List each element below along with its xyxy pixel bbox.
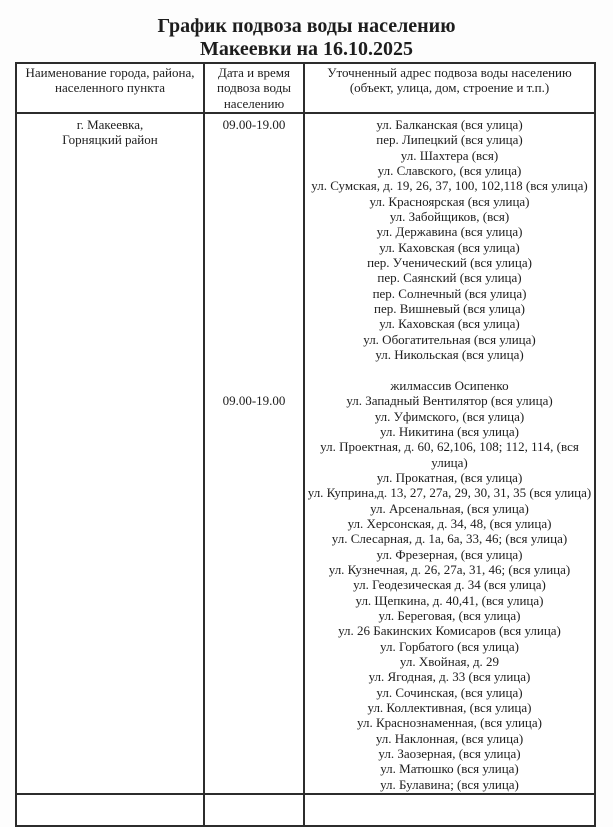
time-value: 09.00-19.00 [222,393,286,409]
table-row-main [17,112,594,793]
address-line: ул. Херсонская, д. 34, 48, (вся улица) [347,515,552,531]
address-line: ул. Славского, (вся улица) [377,163,522,179]
address-line: ул. Забойщиков, (вся) [389,209,510,225]
address-line: ул. Прокатная, (вся улица) [376,469,523,485]
address-line: ул. Фрезерная, (вся улица) [376,546,523,562]
location-line: Горняцкий район [62,132,158,148]
address-line: жилмассив Осипенко [390,377,509,393]
cell-time [203,114,303,793]
address-line: ул. Матюшко (вся улица) [380,761,519,777]
schedule-table [15,62,596,827]
page-title-line-2: Макеевки на 16.10.2025 [199,38,414,60]
address-line: ул. Геодезическая д. 34 (вся улица) [353,577,546,593]
address-line: ул. Куприна,д. 13, 27, 27а, 29, 30, 31, 35 (вся улица) [307,485,592,501]
location-line: г. Макеевка, [76,117,144,132]
address-line: ул. Державина (вся улица) [376,224,523,240]
address-line: ул. Красноярская (вся улица) [369,193,530,209]
header-cell-address: Уточненный адрес подвоза воды населению (объект, улица, дом, строение и т.п.) [303,64,594,112]
address-line: улица) [431,454,468,470]
address-line: ул. Никольская (вся улица) [375,347,524,363]
address-line: ул. Щепкина, д. 40,41, (вся улица) [355,592,544,608]
address-line: ул. Кузнечная, д. 26, 27а, 31, 46; (вся улица) [328,561,571,577]
address-line: ул. Обогатительная (вся улица) [363,331,536,347]
address-line: ул. Ягодная, д. 33 (вся улица) [368,669,531,685]
address-line: ул. Краснознаменная, (вся улица) [357,715,542,731]
table-header-row [17,64,594,112]
address-line: ул. Балканская (вся улица) [376,117,523,132]
address-line: пер. Липецкий (вся улица) [376,132,523,148]
table-row-partial [17,793,594,825]
document-page [0,15,613,815]
address-line: ул. Каховская (вся улица) [379,239,520,255]
address-line: ул. Уфимского, (вся улица) [374,408,525,424]
address-line: ул. Арсенальная, (вся улица) [370,500,529,516]
address-line: ул. Шахтера (вся) [400,147,499,163]
cell-addresses [303,114,594,793]
address-line [307,363,592,378]
address-line: пер. Вишневый (вся улица) [374,301,525,317]
address-line: пер. Солнечный (вся улица) [372,285,527,301]
address-line: ул. Сумская, д. 19, 26, 37, 100, 102,118 (вся улица) [311,178,588,194]
header-cell-location: Наименование города, района, населенного пункта [25,65,195,96]
address-line: ул. Коллективная, (вся улица) [367,700,532,716]
address-line: ул. Береговая, (вся улица) [378,608,521,623]
address-line: ул. Никитина (вся улица) [380,423,519,439]
address-line: ул. Горбатого (вся улица) [380,638,519,654]
address-line: ул. Наклонная, (вся улица) [375,730,524,746]
address-line: ул. Хвойная, д. 29 [399,654,500,670]
address-line: ул. Заозерная, (вся улица) [378,746,521,762]
header-cell-datetime: Дата и время подвоза воды населению [203,64,303,112]
address-line: пер. Саянский (вся улица) [377,270,522,286]
address-line: ул. Западный Вентилятор (вся улица) [346,393,553,409]
page-title [0,15,613,61]
address-line: ул. Проектная, д. 60, 62,106, 108; 112, 114, (вся [320,439,579,455]
time-value: 09.00-19.00 [222,117,286,132]
address-line: ул. Слесарная, д. 1а, 6а, 33, 46; (вся улица) [331,531,568,547]
address-line: ул. Булавина; (вся улица) [380,776,519,792]
address-line: пер. Ученический (вся улица) [367,255,532,271]
address-line: ул. Сочинская, (вся улица) [376,684,523,700]
address-line: ул. 26 Бакинских Комисаров (вся улица) [338,623,561,639]
cell-location [17,114,203,793]
page-title-line-1: График подвоза воды населению [157,15,456,37]
address-line: ул. Каховская (вся улица) [379,316,520,332]
